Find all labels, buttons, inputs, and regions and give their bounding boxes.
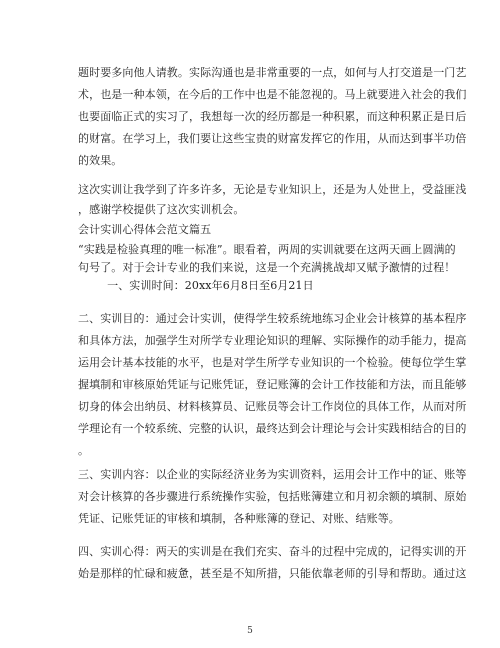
text-line: 四、实训心得：两天的实训是在我们充实、奋斗的过程中完成的，记得实训的开 (78, 545, 467, 558)
text-line: 运用会计基本技能的水平，也是对学生所学专业知识的一个检验。使每位学生掌 (78, 356, 467, 369)
section-title: 会计实训心得体会范文篇五 (78, 223, 212, 236)
text-line: 这次实训让我学到了许多许多，无论是专业知识上，还是为人处世上，受益匪浅 (78, 183, 467, 196)
text-line: 切身的体会出纳员、材料核算员、记账员等会计工作岗位的具体工作，从而对所 (78, 400, 467, 413)
text-line: 的效果。 (78, 154, 123, 167)
text-line: 凭证、记账凭证的审核和填制，各种账簿的登记、对账、结账等。 (78, 512, 400, 525)
text-line: 三、实训内容：以企业的实际经济业务为实训资料，运用会计工作中的证、账等 (78, 468, 467, 481)
page-number: 5 (247, 626, 253, 636)
text-line: 句号了。对于会计专业的我们来说，这是一个充满挑战却又赋予激情的过程！ (78, 261, 456, 274)
text-line: 题时要多向他人请教。实际沟通也是非常重要的一点，如何与人打交道是一门艺 (78, 66, 467, 79)
text-line: 始是那样的忙碌和疲惫，甚至是不知所措，只能依靠老师的引导和帮助。通过这 (78, 567, 467, 580)
text-line: 。 (78, 444, 90, 457)
text-line: 学理论有一个较系统、完整的认识，最终达到会计理论与会计实践相结合的目的 (78, 422, 467, 435)
text-line: 一、实训时间：20xx年6月8日至6月21日 (96, 279, 314, 292)
text-line: 和具体方法，加强学生对所学专业理论知识的理解、实际操作的动手能力，提高 (78, 334, 467, 347)
text-line: “实践是检验真理的唯一标准”。眼看着，两周的实训就要在这两天画上圆满的 (78, 243, 456, 256)
text-line: 术，也是一种本领，在今后的工作中也是不能忽视的。马上就要进入社会的我们 (78, 88, 467, 101)
text-line: 对会计核算的各步骤进行系统操作实验，包括账簿建立和月初余额的填制、原始 (78, 490, 467, 503)
text-line: 的财富。在学习上，我们要让这些宝贵的财富发挥它的作用，从而达到事半功倍 (78, 132, 467, 145)
text-line: 也要面临正式的实习了，我想每一次的经历都是一种积累，而这种积累正是日后 (78, 110, 467, 123)
text-line: 二、实训目的：通过会计实训，使得学生较系统地练习企业会计核算的基本程序 (78, 312, 467, 325)
text-line: 握填制和审核原始凭证与记账凭证，登记账簿的会计工作技能和方法，而且能够 (78, 378, 467, 391)
text-line: ，感谢学校提供了这次实训机会。 (78, 203, 245, 216)
